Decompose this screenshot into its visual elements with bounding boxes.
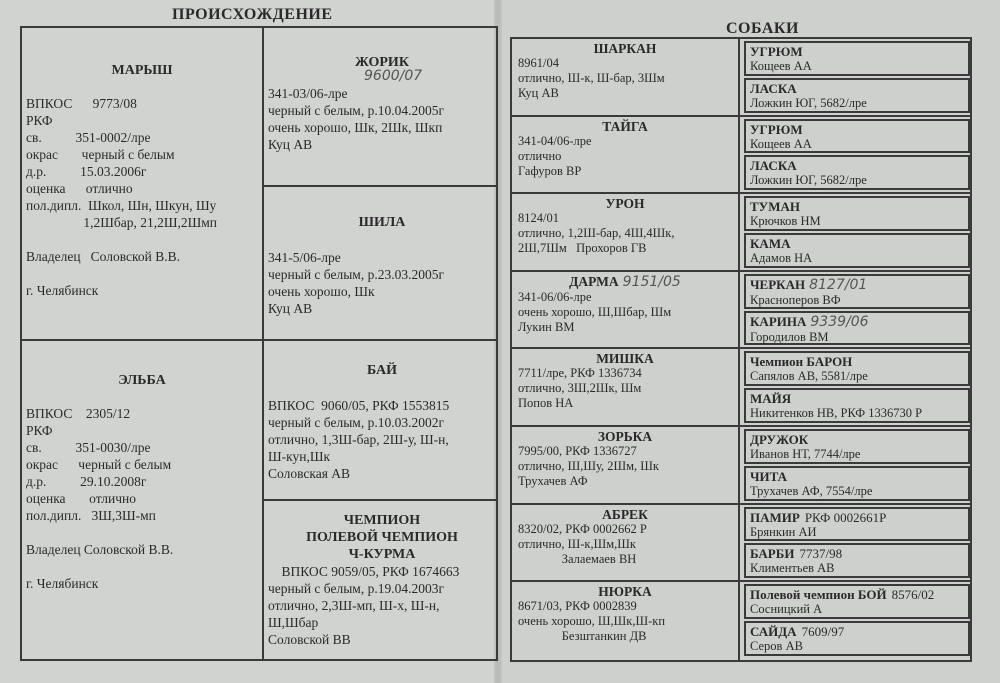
detail-line: пол.дипл. Школ, Шн, Шкун, Шу [26, 198, 217, 213]
detail-line: 8320/02, РКФ 0002662 Р [518, 521, 647, 536]
handwritten-note: 9600/07 [364, 68, 423, 84]
parent-name: ЛАСКА [750, 158, 797, 174]
detail-line: РКФ [26, 113, 53, 128]
detail-line: отлично, 1,2Ш-бар, 4Ш,4Шк, [518, 226, 675, 241]
dog-row [512, 582, 970, 660]
parent-name: БАРБИ [750, 546, 795, 562]
dam-details [26, 405, 258, 592]
detail-line: черный с белым, р.10.04.2005г [268, 103, 444, 118]
parent-name: Полевой чемпион БОЙ [750, 587, 887, 603]
parent-name: МАЙЯ [750, 391, 792, 407]
sire-box [744, 119, 970, 154]
parent-name: ДРУЖОК [750, 432, 809, 447]
sire-box [744, 41, 970, 76]
owner-line: Кощеев АА [750, 136, 812, 151]
grandparent-details [268, 563, 496, 648]
pedigree-heading: ПРОИСХОЖДЕНИЕ [172, 6, 333, 23]
dog-cell [512, 582, 740, 660]
parent-name: ТУМАН [750, 199, 800, 215]
detail-line: отлично, 1,3Ш-бар, 2Ш-у, Ш-н, [268, 432, 449, 447]
dam-box [744, 388, 970, 423]
dog-row [512, 194, 970, 272]
detail-line: 341-04/06-лре [518, 133, 592, 148]
owner-line: Сосницкий А [750, 602, 823, 617]
dog-cell [512, 117, 740, 193]
owner-line: Никитенков НВ, РКФ 1336730 Р [750, 406, 923, 421]
dog-name: ЗОРЬКА [597, 429, 653, 444]
detail-line: отлично, Ш,Шу, 2Шм, Шк [518, 459, 659, 473]
dog-name: ДАРМА [569, 273, 619, 289]
grandparent-name: БАЙ [366, 363, 398, 378]
owner-line: Сапялов АВ, 5581/лре [750, 369, 868, 384]
dam-cell [26, 372, 258, 592]
table-divider [262, 185, 498, 187]
detail-line: 8961/04 [518, 56, 559, 70]
parent-name: КАМА [750, 235, 791, 251]
owner-line: Красноперов ВФ [750, 292, 841, 307]
sire-box [744, 351, 970, 386]
owner-line: Серов АВ [750, 638, 803, 653]
parent-registration: РКФ 0002661Р [804, 509, 887, 525]
dogs-heading: СОБАКИ [726, 20, 799, 37]
detail-line: Трухачев АФ [518, 474, 588, 488]
detail-line: черный с белым, р.19.04.2003г [268, 581, 444, 596]
dog-name: ТАЙГА [602, 118, 648, 134]
grandparent-name: ЧЕМПИОН ПОЛЕВОЙ ЧЕМПИОН Ч-КУРМА [306, 513, 458, 562]
parent-name: ЧИТА [750, 468, 788, 484]
detail-line: Куц АВ [518, 86, 559, 100]
dam-box [744, 311, 970, 346]
parent-name: УГРЮМ [750, 44, 803, 59]
detail-line: 8671/03, РКФ 0002839 [518, 599, 637, 614]
dog-cell [512, 272, 740, 348]
parent-name: КАРИНА [750, 313, 807, 329]
sire-box [744, 507, 970, 542]
detail-line: Соловской ВВ [268, 632, 351, 647]
detail-line: РКФ [26, 423, 53, 438]
dog-cell [512, 505, 740, 581]
handwritten-note: 8127/01 [809, 276, 868, 293]
grandparent-details [268, 397, 496, 482]
parent-registration: 7609/97 [801, 623, 845, 639]
detail-line: Соловская АВ [268, 466, 351, 481]
detail-line: Залаемаев ВН [518, 551, 637, 566]
detail-line: отлично, Ш-к,Шм,Шк [518, 536, 636, 551]
detail-line: 8124/01 [518, 211, 559, 226]
table-divider [262, 499, 498, 501]
parent-name: ЛАСКА [750, 80, 797, 96]
sire-box [744, 274, 970, 309]
detail-line: черный с белым, р.10.03.2002г [268, 415, 444, 430]
detail-line: Безштанкин ДВ [518, 629, 647, 644]
dog-name: НЮРКА [598, 584, 652, 600]
owner-line: Климентьев АВ [750, 561, 835, 576]
owner-line: Крючков НМ [750, 214, 821, 229]
detail-line: отлично [518, 148, 562, 163]
detail-line: Владелец Соловской В.В. [26, 542, 174, 557]
detail-line: ВПКОС 9773/08 [26, 96, 137, 111]
owner-line: Городилов ВМ [750, 329, 829, 344]
dam-box [744, 78, 970, 113]
dog-cell [512, 349, 740, 425]
dam-box [744, 155, 970, 190]
dam-box [744, 543, 970, 578]
detail-line: пол.дипл. 3Ш,3Ш-мп [26, 508, 156, 523]
detail-line: ВПКОС 9060/05, РКФ 1553815 [268, 398, 450, 413]
detail-line: ВПКОС 9059/05, РКФ 1674663 [268, 564, 460, 579]
dog-name: МИШКА [596, 351, 654, 367]
detail-line: Попов НА [518, 396, 574, 411]
owner-line: Кощеев АА [750, 59, 812, 73]
sire-details [26, 95, 258, 299]
detail-line: 341-06/06-лре [518, 289, 592, 304]
grandparent-cell [268, 54, 496, 153]
detail-line: Куц АВ [268, 301, 313, 316]
dog-row [512, 272, 970, 350]
dog-row [512, 505, 970, 583]
grandparent-cell [268, 512, 496, 648]
grandparent-name: ШИЛА [358, 215, 406, 230]
detail-line: очень хорошо, Ш,Шк,Ш-кп [518, 614, 666, 629]
detail-line [26, 265, 258, 282]
dog-cell [512, 194, 740, 270]
owner-line: Трухачев АФ, 7554/лре [750, 483, 873, 498]
detail-line: д.р. 15.03.2006г [26, 164, 147, 179]
table-divider [262, 28, 264, 659]
detail-line: Куц АВ [268, 137, 313, 152]
sire-box [744, 429, 970, 464]
detail-line: 7711/лре, РКФ 1336734 [518, 366, 642, 381]
dog-name: ШАРКАН [593, 41, 657, 56]
detail-line: Ш-кун,Шк [268, 449, 331, 464]
detail-line: очень хорошо, Шк [268, 284, 375, 299]
table-divider [22, 339, 496, 341]
parent-name: САЙДА [750, 623, 797, 639]
pedigree-table [20, 26, 498, 661]
dog-name: УРОН [605, 196, 645, 212]
detail-line: Лукин ВМ [518, 319, 575, 334]
owner-line: Иванов НТ, 7744/лре [750, 447, 861, 461]
dog-cell [512, 39, 740, 115]
detail-line [26, 558, 258, 575]
grandparent-details [268, 85, 496, 153]
detail-line: окрас черный с белым [26, 457, 172, 472]
dog-row [512, 349, 970, 427]
dog-row [512, 117, 970, 195]
parent-registration: 7737/98 [799, 546, 843, 562]
dogs-table [510, 37, 972, 662]
dam-name: ЭЛЬБА [118, 373, 166, 388]
dam-box [744, 621, 970, 656]
detail-line: 7995/00, РКФ 1336727 [518, 444, 637, 458]
detail-line: ВПКОС 2305/12 [26, 406, 131, 421]
grandparent-details [268, 249, 496, 317]
detail-line: св. 351-0030/лре [26, 440, 151, 455]
detail-line: окрас черный с белым [26, 147, 175, 162]
grandparent-cell [268, 214, 496, 317]
detail-line: черный с белым, р.23.03.2005г [268, 267, 444, 282]
parent-name: ЧЕРКАН [750, 276, 806, 292]
dog-cell [512, 427, 740, 503]
detail-line: 341-03/06-лре [268, 86, 348, 101]
dog-row [512, 39, 970, 117]
detail-line [26, 231, 258, 248]
detail-line: св. 351-0002/лре [26, 130, 151, 145]
detail-line: очень хорошо, Шк, 2Шк, Шкп [268, 120, 443, 135]
owner-line: Ложкин ЮГ, 5682/лре [750, 95, 867, 110]
dog-name: АБРЕК [602, 506, 648, 522]
owner-line: Адамов НА [750, 250, 813, 265]
parent-name: УГРЮМ [750, 121, 803, 137]
sire-box [744, 196, 970, 231]
detail-line: 1,2Шбар, 21,2Ш,2Шмп [26, 215, 217, 230]
sire-name: МАРЫШ [111, 63, 173, 78]
detail-line: Владелец Соловской В.В. [26, 249, 181, 264]
detail-line: 341-5/06-лре [268, 250, 341, 265]
sire-cell [26, 62, 258, 299]
handwritten-note: 9339/06 [810, 313, 869, 330]
parent-name: ПАМИР [750, 509, 800, 525]
detail-line: г. Челябинск [26, 283, 99, 298]
grandparent-cell [268, 362, 496, 482]
detail-line: Ш,Шбар [268, 615, 319, 630]
dog-row [512, 427, 970, 505]
detail-line: оценка отлично [26, 181, 133, 196]
detail-line: Гафуров ВР [518, 163, 582, 178]
handwritten-note: 9151/05 [622, 273, 681, 290]
parent-registration: 8576/02 [891, 587, 935, 603]
detail-line: отлично, Ш-к, Ш-бар, 3Шм [518, 71, 665, 85]
dam-box [744, 233, 970, 268]
detail-line: очень хорошо, Ш,Шбар, Шм [518, 304, 672, 319]
grandparent-name: ЖОРИК [355, 55, 409, 70]
dam-box [744, 466, 970, 501]
detail-line: отлично, 2,3Ш-мп, Ш-х, Ш-н, [268, 598, 440, 613]
owner-line: Брянкин АИ [750, 524, 817, 539]
detail-line: оценка отлично [26, 491, 137, 506]
detail-line: д.р. 29.10.2008г [26, 474, 147, 489]
detail-line: г. Челябинск [26, 576, 99, 591]
detail-line [26, 524, 258, 541]
owner-line: Ложкин ЮГ, 5682/лре [750, 173, 867, 188]
detail-line: 2Ш,7Шм Прохоров ГВ [518, 241, 647, 256]
detail-line: отлично, 3Ш,2Шк, Шм [518, 381, 642, 396]
sire-box [744, 584, 970, 619]
parent-name: Чемпион БАРОН [750, 354, 853, 370]
